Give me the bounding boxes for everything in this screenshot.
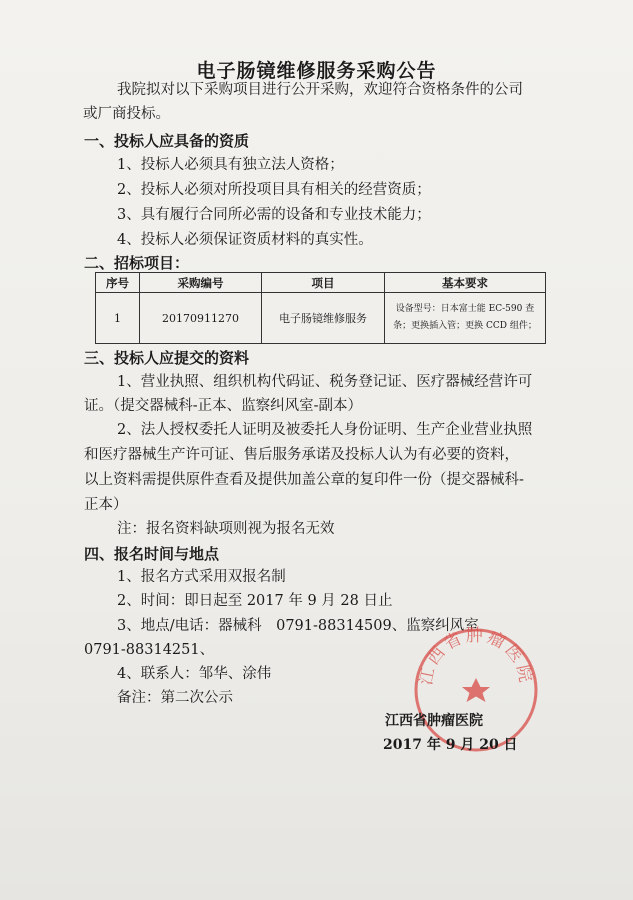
qualification-item: 3、具有履行合同所必需的设备和专业技术能力；	[117, 207, 431, 223]
requirement-line: 条；更换插入管；更换 CCD 组件；	[393, 321, 537, 331]
materials-line: 和医疗器械生产许可证、售后服务承诺及投标人认为有必要的资料，	[84, 447, 519, 463]
column-header-item: 项目	[262, 273, 385, 293]
svg-text:江西省肿瘤医院: 江西省肿瘤医院	[416, 626, 536, 687]
column-header-requirement: 基本要求	[385, 273, 546, 293]
document-title: 电子肠镜维修服务采购公告	[196, 60, 437, 82]
section-3-heading: 三、投标人应提交的资料	[84, 349, 250, 367]
table-row	[96, 293, 546, 344]
requirement-line: 设备型号：日本富士能 EC-590 查	[395, 304, 535, 314]
registration-line: 0791-88314251、	[84, 642, 215, 658]
qualification-item: 4、投标人必须保证资质材料的真实性。	[117, 232, 373, 248]
signature-date: 2017 年 9 月 20 日	[383, 737, 518, 753]
registration-line: 3、地点/电话：器械科 0791-88314509、监察纠风室	[117, 618, 479, 634]
cell-code: 20170911270	[140, 293, 262, 344]
project-table	[95, 272, 546, 344]
cell-requirement	[385, 293, 546, 344]
materials-line: 1、营业执照、组织机构代码证、税务登记证、医疗器械经营许可	[117, 374, 533, 390]
registration-line: 4、联系人：邹华、涂伟	[117, 666, 272, 682]
intro-line-2: 或厂商投标。	[83, 106, 170, 122]
column-header-no: 序号	[96, 273, 140, 293]
materials-line: 以上资料需提供原件查看及提供加盖公章的复印件一份（提交器械科-	[84, 472, 524, 488]
registration-remark: 备注：第二次公示	[117, 690, 233, 706]
materials-line: 正本）	[84, 497, 128, 513]
table-header-row	[96, 273, 546, 293]
materials-line: 证。（提交器械科-正本、监察纠风室-副本）	[84, 398, 363, 414]
registration-line: 1、报名方式采用双报名制	[117, 569, 286, 585]
section-4-heading: 四、报名时间与地点	[84, 545, 220, 563]
qualification-item: 2、投标人必须对所投项目具有相关的经营资质；	[117, 182, 431, 198]
qualification-item: 1、投标人必须具有独立法人资格；	[117, 157, 344, 173]
cell-item: 电子肠镜维修服务	[262, 293, 385, 344]
section-1-heading: 一、投标人应具备的资质	[84, 132, 250, 150]
materials-line: 2、法人授权委托人证明及被委托人身份证明、生产企业营业执照	[117, 422, 533, 438]
cell-no: 1	[96, 293, 140, 344]
registration-line: 2、时间：即日起至 2017 年 9 月 28 日止	[117, 593, 393, 609]
column-header-code: 采购编号	[140, 273, 262, 293]
signature-organization: 江西省肿瘤医院	[385, 713, 483, 729]
section-2-heading: 二、招标项目：	[84, 254, 190, 272]
intro-line-1: 我院拟对以下采购项目进行公开采购，欢迎符合资格条件的公司	[117, 82, 523, 98]
materials-note: 注：报名资料缺项则视为报名无效	[117, 521, 335, 537]
